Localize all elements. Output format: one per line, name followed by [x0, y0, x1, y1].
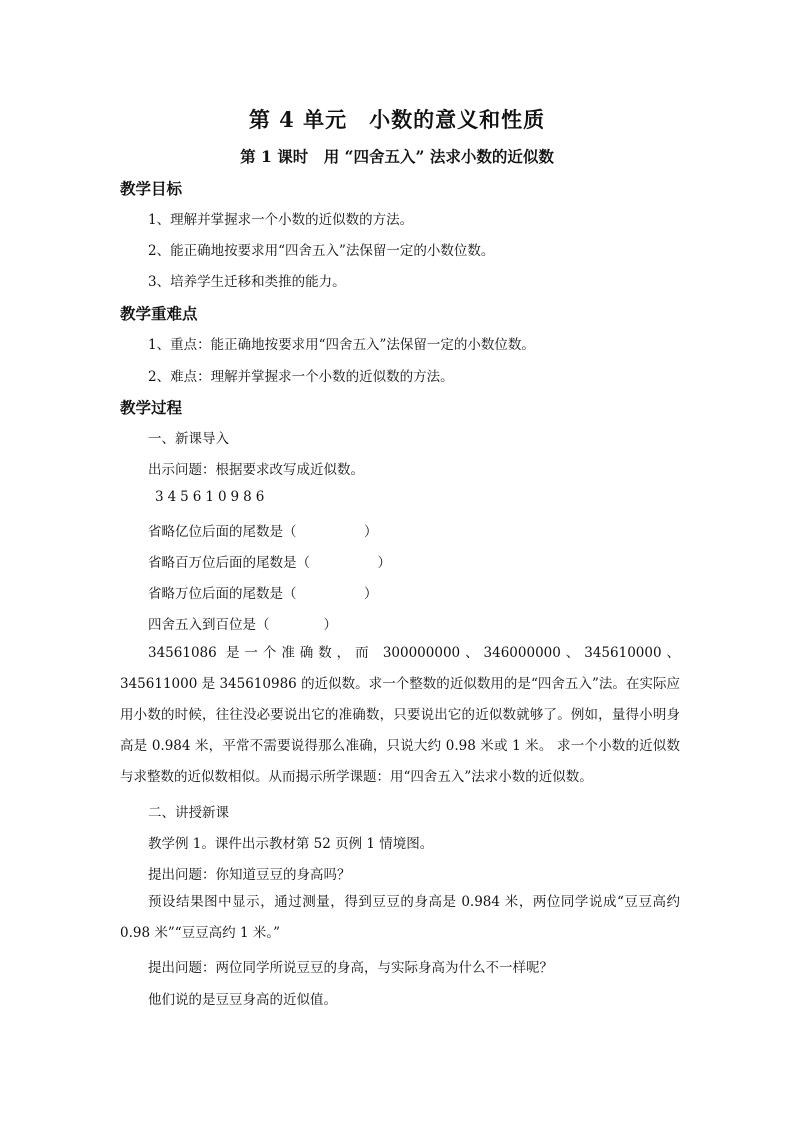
key-point-item: 1、重点：能正确地按要求用“四舍五入”法保留一定的小数位数。 [148, 337, 535, 353]
lesson-subtitle: 第 1 课时 用 “四舍五入” 法求小数的近似数 [240, 147, 554, 166]
process-heading: 教学过程 [120, 398, 183, 417]
goal-item: 2、能正确地按要求用“四舍五入”法保留一定的小数位数。 [148, 243, 495, 259]
example-text: 教学例 1。课件出示教材第 52 页例 1 情境图。 [148, 836, 434, 852]
goals-heading: 教学目标 [120, 179, 183, 198]
section-heading: 二、讲授新课 [148, 805, 229, 821]
question-text: 提出问题：你知道豆豆的身高吗？ [148, 867, 351, 883]
blank-item: 四舍五入到百位是（ ） [148, 617, 337, 633]
goal-item: 1、理解并掌握求一个小数的近似数的方法。 [148, 212, 414, 228]
preset-paragraph: 预设结果图中显示，通过测量，得到豆豆的身高是 0.984 米，两位同学说成“豆豆高约 0.98 米”“豆豆高约 1 米。” [120, 894, 680, 941]
question-text: 提出问题：两位同学所说豆豆的身高，与实际身高为什么不一样呢？ [148, 960, 553, 976]
key-points-heading: 教学重难点 [120, 304, 198, 323]
key-point-item: 2、难点：理解并掌握求一个小数的近似数的方法。 [148, 369, 454, 385]
section-heading: 一、新课导入 [148, 431, 229, 447]
blank-item: 省略百万位后面的尾数是（ ） [148, 555, 391, 571]
blank-item: 省略万位后面的尾数是（ ） [148, 586, 378, 602]
unit-title: 第 4 单元 小数的意义和性质 [248, 107, 546, 132]
goal-item: 3、培养学生迁移和类推的能力。 [148, 274, 346, 290]
intro-paragraph: 34561086 是一个准确数，而 300000000、346000000、345610000、345611000 是 345610986 的近似数。求一个整数的近似数用的是“四舍五入”法。在实际应用小数的时候，往往没必要说出它的准确数，只要说出它的近似数就够了。例如，量得小明身高是 0.984 米，平常不需要说得那么准确，只说大约 0.98 米或 1 米。 求一个小数的近似数与求整数的近似数相似。从而揭示所学课题：用“四舍五入”法求小数的近似数。 [120, 645, 680, 785]
question-text: 出示问题：根据要求改写成近似数。 [148, 462, 364, 478]
blank-item: 省略亿位后面的尾数是（ ） [148, 524, 378, 540]
answer-text: 他们说的是豆豆身高的近似值。 [148, 992, 337, 1008]
number-value: 345610986 [155, 489, 269, 505]
